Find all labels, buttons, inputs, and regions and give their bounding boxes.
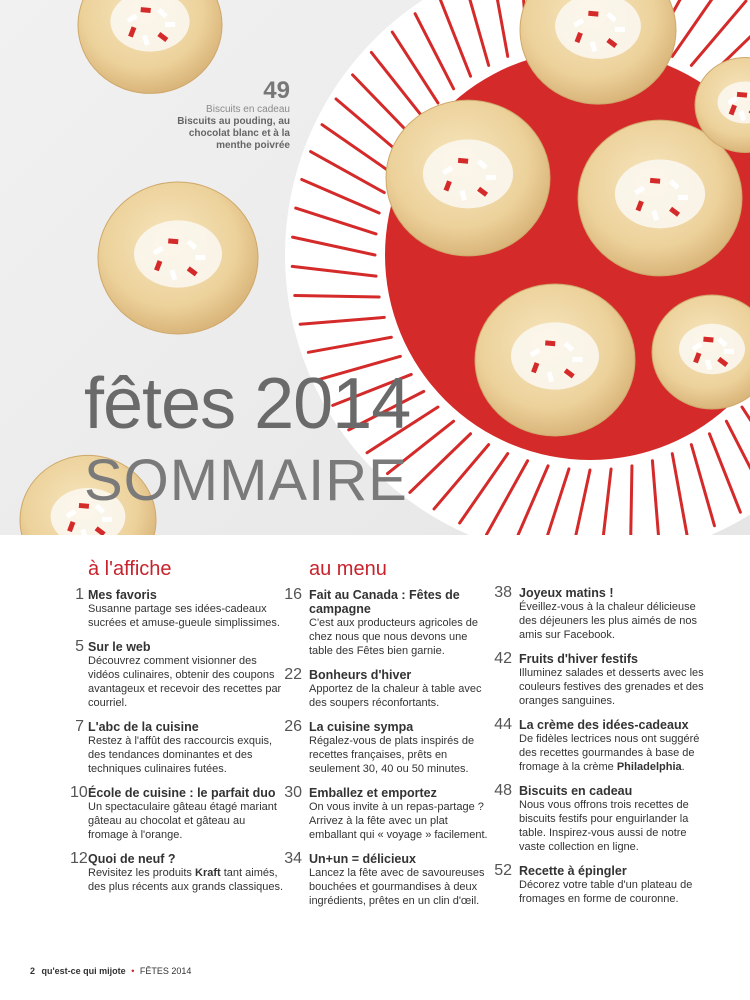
entry-title: Emballez et emportez [309,786,437,800]
entry-title: L'abc de la cuisine [88,720,199,734]
candy-cane-crumb [168,238,178,244]
page-number: 7 [75,718,84,735]
entry-title: Un+un = délicieux [309,852,416,866]
callout-title: Biscuits au pouding, au chocolat blanc et à la menthe poivrée [177,116,290,151]
entry-title: Quoi de neuf ? [88,852,176,866]
toc-entry[interactable] [280,588,490,658]
entry-description: C'est aux producteurs agricoles de chez nous que nous devons une table des Fêtes bien garnie. [309,617,479,657]
entry-title: La crème des idées-cadeaux [519,718,689,732]
toc-entry[interactable] [280,786,490,842]
toc-entry[interactable] [490,718,710,774]
entry-description: Éveillez-vous à la chaleur délicieuse des déjeuners les plus aimés de nos amis sur Facebook. [519,601,697,641]
toc-column-au-menu [280,556,490,918]
entry-description: Régalez-vous de plats inspirés de recettes françaises, prêts en seulement 30, 40 ou 50 minutes. [309,735,475,775]
folio-page-number: 2 [30,966,36,976]
entry-title: Joyeux matins ! [519,586,614,600]
entry-description: Illuminez salades et desserts avec les couleurs festives des grenades et des oranges sanguines. [519,667,704,707]
page-number: 52 [494,862,512,879]
page-number: 30 [284,784,302,801]
page-number: 12 [70,850,88,867]
section-heading-a-laffiche: à l'affiche [88,558,172,580]
candy-cane-crumb [650,178,660,184]
toc-entry[interactable] [280,852,490,908]
toc-entry[interactable] [70,640,285,710]
brand-name: Kraft [195,867,221,879]
candy-cane-crumb [588,11,598,17]
page-number: 22 [284,666,302,683]
entry-title: Fruits d'hiver festifs [519,652,638,666]
page-number: 16 [284,586,302,603]
page-number: 48 [494,782,512,799]
entry-description: On vous invite à un repas-partage ? Arrivez à la fête avec un plat emballant qui « voyage » facilement. [309,801,488,841]
text-part: De fidèles lectrices nous ont suggéré des recettes gourmandes à base de fromage à la crème [519,733,700,773]
candy-cane-crumb [102,517,112,522]
candy-cane-crumb [486,175,496,180]
cookie-icing [615,159,705,228]
page-footer [30,966,191,976]
page-number: 44 [494,716,512,733]
toc-column-a-laffiche [70,556,285,904]
callout-kicker: Biscuits en cadeau [206,104,290,115]
magazine-name: qu'est-ce qui mijote [41,966,126,976]
toc-entry[interactable] [70,588,285,630]
brand-name: Philadelphia [616,761,682,773]
toc-entry[interactable] [280,720,490,776]
entry-title: École de cuisine : le parfait duo [88,786,276,800]
toc-entry[interactable] [490,864,710,906]
entry-description: Apportez de la chaleur à table avec des soupers réconfortants. [309,683,482,709]
section-heading-au-menu: au menu [309,558,387,580]
toc-entry[interactable] [490,784,710,854]
issue-title: fêtes 2014 [84,364,411,444]
entry-title: Sur le web [88,640,151,654]
entry-description: Lancez la fête avec de savoureuses bouchées et gourmandises à deux ingrédients, prêtes en un clin d'œil. [309,867,485,907]
text-part: Revisitez les produits [88,867,195,879]
entry-description [519,732,710,774]
page-number: 26 [284,718,302,735]
candy-cane-crumb [165,22,175,27]
text-part: . [681,761,685,773]
candy-cane-crumb [724,349,734,354]
plate-stripe [295,296,379,297]
toc-entry[interactable] [490,652,710,708]
candy-cane-crumb [141,7,151,13]
candy-cane-crumb [545,340,555,346]
page-number: 34 [284,850,302,867]
cookie-icing [134,220,222,287]
cookie-icing [679,324,745,374]
toc-entry[interactable] [490,586,710,642]
candy-cane-crumb [737,92,747,98]
candy-cane-crumb [678,195,688,200]
entry-title: Recette à épingler [519,864,627,878]
candy-cane-crumb [572,357,582,362]
entry-title: Mes favoris [88,588,157,602]
entry-title: Biscuits en cadeau [519,784,633,798]
page-number: 5 [75,638,84,655]
entry-description: Susanne partage ses idées-cadeaux sucrées et amuse-gueule simplissimes. [88,603,280,629]
entry-title: La cuisine sympa [309,720,414,734]
entry-description: Nous vous offrons trois recettes de biscuits festifs pour enguirlander la table. Inspirez-vous aussi de notre vaste collection en ligne. [519,799,689,853]
text-part: tant aimés, des plus récents aux grands classiques. [88,867,284,893]
contents-title: SOMMAIRE [84,448,408,513]
page-number: 38 [494,584,512,601]
toc-entry[interactable] [70,786,285,842]
entry-description: Décorez votre table d'un plateau de fromages en forme de couronne. [519,879,693,905]
cookie-icing [423,139,513,208]
callout-page-number: 49 [263,77,290,104]
toc-entry[interactable] [70,852,285,894]
issue-name: FÊTES 2014 [139,966,192,976]
plate-stripe [631,466,632,535]
candy-cane-crumb [703,337,713,343]
toc-entry[interactable] [70,720,285,776]
feature-callout[interactable] [170,78,290,152]
candy-cane-crumb [615,27,625,32]
page-number: 42 [494,650,512,667]
candy-cane-crumb [458,158,468,164]
page-number: 1 [75,586,84,603]
toc-column-au-menu-continued [490,586,710,916]
entry-title: Fait au Canada : Fêtes de campagne [309,588,460,616]
toc-entry[interactable] [280,668,490,710]
entry-title: Bonheurs d'hiver [309,668,412,682]
page-number: 10 [70,784,88,801]
cookie-icing [511,322,599,389]
entry-description: Restez à l'affût des raccourcis exquis, des tendances dominantes et des techniques culinaires futées. [88,735,273,775]
entry-description: Découvrez comment visionner des vidéos culinaires, obtenir des coupons avantageux et recevoir des recettes par courriel. [88,655,282,709]
entry-description: Un spectaculaire gâteau étagé mariant gâteau au chocolat et gâteau au fromage à l'orange. [88,801,277,841]
separator-dot: • [131,966,135,976]
candy-cane-crumb [195,255,205,260]
entry-description [88,866,285,894]
